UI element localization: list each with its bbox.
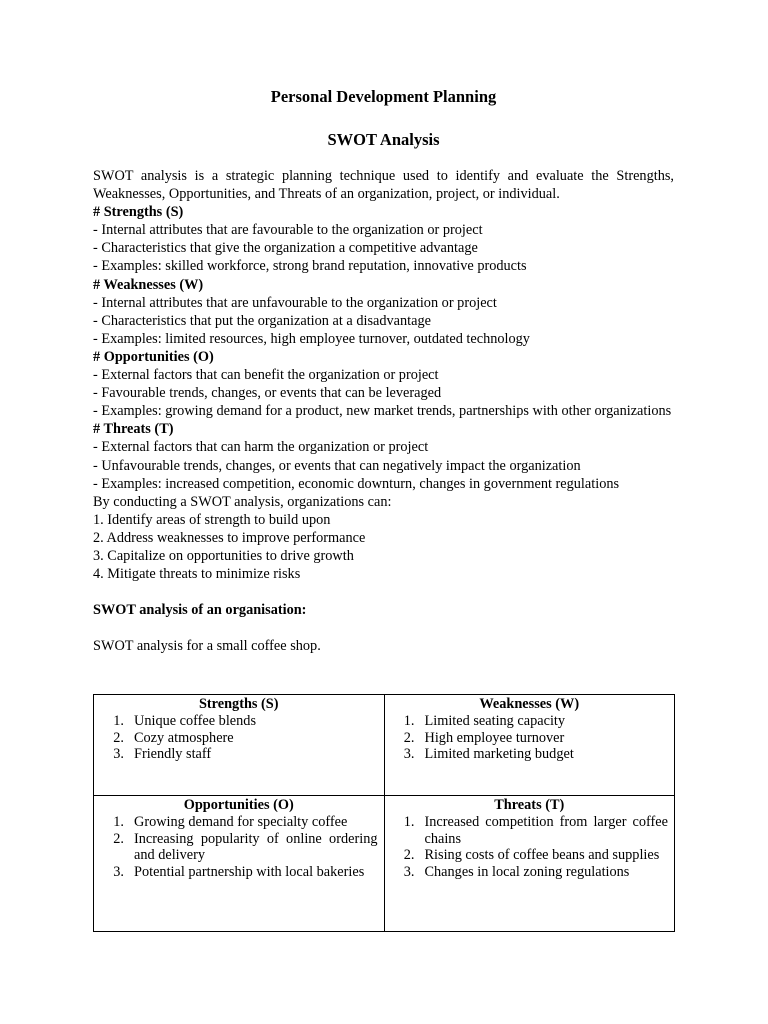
list-item: 3. Friendly staff bbox=[113, 746, 212, 763]
swot-table bbox=[93, 694, 675, 932]
section-item: - Examples: increased competition, economic downturn, changes in government regulations bbox=[93, 475, 620, 492]
document-body bbox=[93, 167, 674, 656]
section-item: - Examples: skilled workforce, strong brand reputation, innovative products bbox=[93, 258, 527, 275]
conclusion-point: 2. Address weaknesses to improve performance bbox=[93, 529, 366, 546]
section-item: - Internal attributes that are unfavourable to the organization or project bbox=[93, 294, 497, 311]
section-item: - Examples: limited resources, high employee turnover, outdated technology bbox=[93, 330, 530, 347]
swot-cell-heading: Weaknesses (W) bbox=[479, 696, 580, 712]
swot-cell-threats bbox=[384, 796, 675, 932]
swot-cell-heading: Opportunities (O) bbox=[183, 797, 294, 813]
swot-cell-heading: Threats (T) bbox=[494, 797, 565, 813]
intro-paragraph: SWOT analysis is a strategic planning technique used to identify and evaluate the Strengths, Weaknesses, Opportunities, and Threats of an organization, project, or individual. bbox=[93, 168, 674, 203]
section-item: - External factors that can benefit the organization or project bbox=[93, 367, 439, 384]
list-item: 1. Increased competition from larger coffee chains bbox=[403, 813, 668, 847]
section-item: - Characteristics that give the organization a competitive advantage bbox=[93, 240, 478, 257]
section-heading-strengths: # Strengths (S) bbox=[93, 204, 184, 221]
section-item: - Examples: growing demand for a product, new market trends, partnerships with other organizations bbox=[93, 403, 672, 420]
conclusion-point: 3. Capitalize on opportunities to drive growth bbox=[93, 547, 354, 564]
document-subtitle: SWOT Analysis bbox=[327, 130, 440, 149]
conclusion-point: 4. Mitigate threats to minimize risks bbox=[93, 566, 301, 583]
list-item: 3. Limited marketing budget bbox=[403, 746, 574, 763]
conclusion-lead: By conducting a SWOT analysis, organizations can: bbox=[93, 493, 392, 510]
list-item: 2. Increasing popularity of online ordering and delivery bbox=[113, 830, 378, 864]
list-item: 2. Cozy atmosphere bbox=[113, 729, 234, 746]
section-item: - Characteristics that put the organization at a disadvantage bbox=[93, 312, 431, 329]
section-heading-threats: # Threats (T) bbox=[93, 421, 174, 438]
section-item: - Internal attributes that are favourable to the organization or project bbox=[93, 222, 483, 239]
list-item: 1. Unique coffee blends bbox=[113, 712, 257, 729]
section-item: - Unfavourable trends, changes, or events that can negatively impact the organization bbox=[93, 457, 581, 474]
org-intro: SWOT analysis for a small coffee shop. bbox=[93, 638, 321, 655]
list-item: 2. High employee turnover bbox=[403, 729, 565, 746]
list-item: 3. Changes in local zoning regulations bbox=[403, 864, 630, 881]
swot-cell-strengths bbox=[94, 695, 385, 796]
swot-cell-weaknesses bbox=[384, 695, 675, 796]
swot-cell-opportunities bbox=[94, 796, 385, 932]
conclusion-point: 1. Identify areas of strength to build upon bbox=[93, 511, 331, 528]
org-heading: SWOT analysis of an organisation: bbox=[93, 602, 307, 619]
section-heading-opportunities: # Opportunities (O) bbox=[93, 348, 214, 365]
section-item: - Favourable trends, changes, or events that can be leveraged bbox=[93, 385, 442, 402]
section-heading-weaknesses: # Weaknesses (W) bbox=[93, 276, 204, 293]
list-item: 2. Rising costs of coffee beans and supplies bbox=[403, 847, 660, 864]
list-item: 1. Limited seating capacity bbox=[403, 712, 566, 729]
list-item: 3. Potential partnership with local bakeries bbox=[113, 864, 365, 881]
document-title: Personal Development Planning bbox=[270, 87, 497, 106]
section-item: - External factors that can harm the organization or project bbox=[93, 439, 429, 456]
swot-cell-heading: Strengths (S) bbox=[198, 696, 279, 712]
list-item: 1. Growing demand for specialty coffee bbox=[113, 813, 348, 830]
